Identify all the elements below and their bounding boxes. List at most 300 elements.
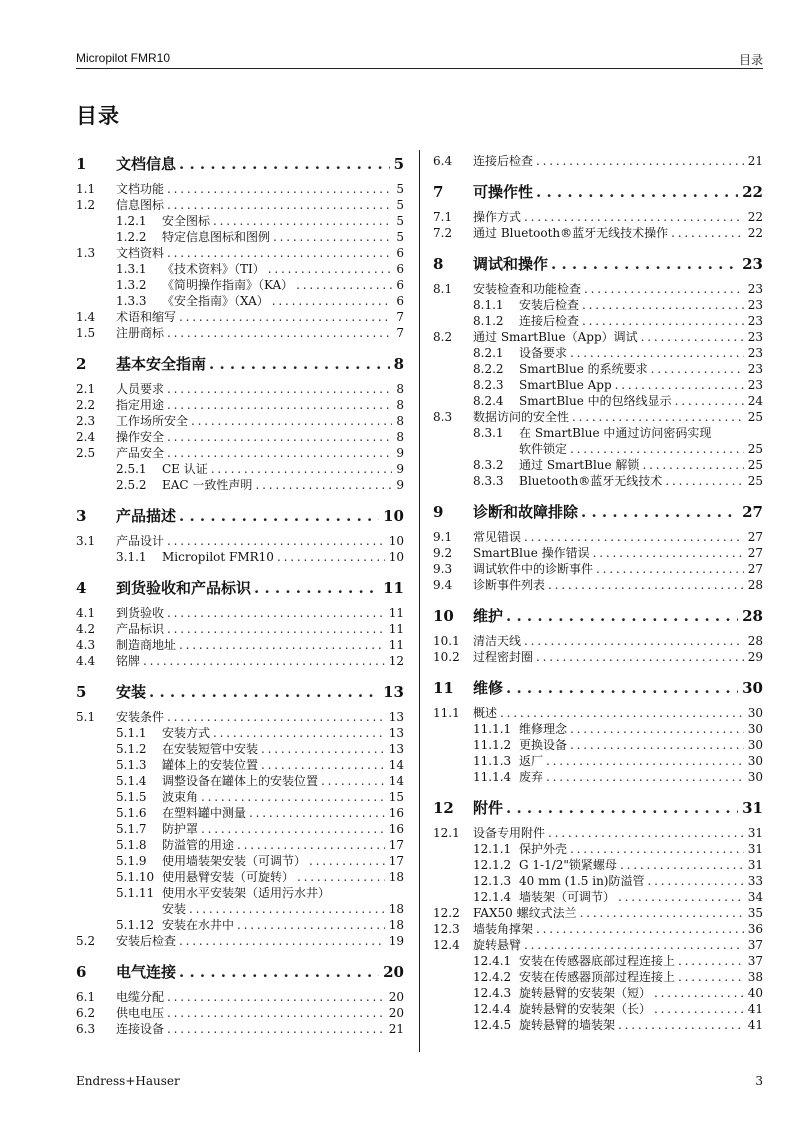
toc-entry-title: 安装在水井中 (162, 917, 237, 933)
toc-entry-number: 10 (433, 607, 454, 625)
toc-page-number: 8 (396, 382, 404, 396)
toc-page-number: 19 (388, 934, 404, 948)
toc-page-number: 29 (747, 650, 763, 664)
toc-entry-number: 5.1.2 (116, 742, 147, 756)
toc-entry-title: FAX50 螺纹式法兰 (473, 905, 580, 921)
toc-entry[interactable] (433, 545, 763, 561)
toc-page-number: 18 (388, 870, 404, 884)
toc-page-number: 8 (396, 414, 404, 428)
toc-entry[interactable] (76, 277, 404, 293)
toc-entry-title: 文档信息 (116, 153, 179, 175)
toc-dot-leader (167, 429, 392, 445)
toc-entry[interactable] (433, 377, 763, 393)
toc-entry[interactable] (76, 309, 404, 325)
toc-dot-leader (618, 1017, 744, 1033)
toc-entry-title: 防溢管的用途 (162, 837, 237, 853)
toc-entry-number: 1.4 (76, 310, 96, 324)
toc-entry[interactable] (433, 425, 763, 441)
toc-dot-leader (506, 797, 738, 819)
toc-entry[interactable] (433, 905, 763, 921)
toc-page-number: 30 (742, 679, 763, 697)
toc-dot-leader (167, 605, 385, 621)
toc-entry-title: 在塑料罐中测量 (162, 805, 249, 821)
toc-entry-number: 12.3 (433, 922, 460, 936)
toc-entry-title: 维护 (473, 605, 506, 627)
toc-chapter[interactable] (76, 505, 404, 527)
toc-entry-title: 基本安全指南 (116, 353, 209, 375)
toc-entry[interactable] (433, 409, 763, 425)
toc-dot-leader (167, 533, 385, 549)
toc-entry-title: CE 认证 (162, 461, 211, 477)
toc-chapter[interactable] (76, 681, 404, 703)
toc-entry-title: 文档功能 (116, 181, 167, 197)
toc-entry-title: 连接后检查 (519, 313, 582, 329)
toc-entry-title: 维修 (473, 677, 506, 699)
toc-entry[interactable] (76, 621, 404, 637)
toc-entry[interactable] (433, 281, 763, 297)
toc-entry-number: 12.1.4 (473, 890, 512, 904)
toc-entry[interactable] (76, 773, 404, 789)
toc-entry[interactable] (433, 1017, 763, 1033)
toc-page-number: 5 (396, 182, 404, 196)
toc-entry[interactable] (433, 705, 763, 721)
toc-page-number: 13 (383, 683, 404, 701)
toc-page-number: 30 (747, 722, 763, 736)
toc-entry-title: 防护罩 (162, 821, 201, 837)
toc-entry[interactable] (76, 325, 404, 341)
toc-entry[interactable] (433, 153, 763, 169)
toc-dot-leader (237, 837, 385, 853)
toc-page-number: 9 (396, 462, 404, 476)
toc-entry[interactable] (76, 197, 404, 213)
toc-entry-number: 5.1.6 (116, 806, 147, 820)
toc-chapter[interactable] (433, 253, 763, 275)
toc-chapter[interactable] (76, 961, 404, 983)
toc-dot-leader (500, 705, 744, 721)
toc-entry-number: 4.2 (76, 622, 96, 636)
toc-entry[interactable] (76, 261, 404, 277)
toc-entry-title: 使用水平安装架（适用污水井） (162, 885, 333, 901)
toc-entry-number: 8.2.1 (473, 346, 504, 360)
toc-entry-title: 操作安全 (116, 429, 167, 445)
toc-dot-leader (654, 1001, 744, 1017)
toc-dot-leader (321, 773, 385, 789)
toc-entry-title: 可操作性 (473, 181, 536, 203)
toc-page-number: 37 (747, 938, 763, 952)
toc-page-number: 8 (396, 398, 404, 412)
toc-page-number: 20 (388, 1006, 404, 1020)
toc-chapter[interactable] (433, 605, 763, 627)
toc-dot-leader (191, 413, 392, 429)
toc-entry-title: 通过 Bluetooth®蓝牙无线技术操作 (473, 225, 671, 241)
toc-page-number: 20 (383, 963, 404, 981)
toc-entry-title: 墙装架（可调节） (519, 889, 618, 905)
toc-entry[interactable] (433, 649, 763, 665)
toc-entry-number: 8.3.2 (473, 458, 504, 472)
toc-dot-leader (179, 153, 390, 175)
toc-entry-number: 5.1.9 (116, 854, 147, 868)
toc-entry-number: 12.1.2 (473, 858, 512, 872)
toc-page-number: 41 (747, 1002, 763, 1016)
toc-dot-leader (570, 345, 744, 361)
toc-entry-title: 指定用途 (116, 397, 167, 413)
toc-entry-title: 附件 (473, 797, 506, 819)
toc-entry[interactable] (76, 757, 404, 773)
toc-dot-leader (570, 841, 744, 857)
toc-entry-number: 5.1.3 (116, 758, 147, 772)
toc-entry-title: Micropilot FMR10 (162, 549, 277, 565)
toc-dot-leader (179, 309, 392, 325)
toc-page-number: 16 (388, 822, 404, 836)
toc-entry-title: 产品安全 (116, 445, 167, 461)
toc-entry[interactable] (76, 885, 404, 901)
toc-entry[interactable] (433, 953, 763, 969)
toc-page-number: 33 (747, 874, 763, 888)
toc-chapter[interactable] (76, 153, 404, 175)
toc-entry[interactable] (76, 445, 404, 461)
toc-page-number: 34 (747, 890, 763, 904)
toc-entry-number: 11.1.2 (473, 738, 512, 752)
toc-page-number: 30 (747, 754, 763, 768)
toc-entry[interactable] (76, 901, 404, 917)
toc-entry-title: 《安全指南》（XA） (162, 293, 272, 309)
toc-entry-number: 11.1 (433, 706, 460, 720)
toc-entry[interactable] (433, 633, 763, 649)
toc-entry[interactable] (76, 1005, 404, 1021)
toc-entry[interactable] (76, 637, 404, 653)
toc-dot-leader (167, 381, 392, 397)
toc-entry[interactable] (76, 933, 404, 949)
toc-entry-number: 12 (433, 799, 454, 817)
toc-entry[interactable] (433, 841, 763, 857)
toc-page-number: 25 (747, 442, 763, 456)
toc-dot-leader (254, 577, 379, 599)
toc-entry-number: 6.1 (76, 990, 96, 1004)
toc-entry-number: 1.3.1 (116, 262, 147, 276)
toc-entry-number: 7 (433, 183, 444, 201)
toc-page-number: 31 (742, 799, 763, 817)
toc-entry[interactable] (76, 429, 404, 445)
toc-dot-leader (536, 153, 744, 169)
toc-entry-title: 诊断事件列表 (473, 577, 548, 593)
toc-dot-leader (524, 633, 744, 649)
toc-entry[interactable] (76, 605, 404, 621)
toc-entry[interactable] (76, 789, 404, 805)
toc-page-number: 22 (747, 210, 763, 224)
toc-dot-leader (268, 261, 393, 277)
footer-page-number: 3 (755, 1074, 763, 1088)
toc-chapter[interactable] (433, 181, 763, 203)
toc-entry[interactable] (76, 381, 404, 397)
toc-entry[interactable] (433, 209, 763, 225)
toc-entry-title: 操作方式 (473, 209, 524, 225)
toc-entry[interactable] (433, 329, 763, 345)
toc-page-number: 30 (747, 770, 763, 784)
toc-entry[interactable] (433, 1001, 763, 1017)
toc-dot-leader (678, 953, 744, 969)
toc-entry[interactable] (76, 805, 404, 821)
toc-chapter[interactable] (433, 797, 763, 819)
toc-entry-title: 产品标识 (116, 621, 167, 637)
toc-entry-number: 8.1.2 (473, 314, 504, 328)
toc-dot-leader (582, 297, 744, 313)
toc-page-number: 23 (747, 282, 763, 296)
toc-page-number: 10 (388, 534, 404, 548)
toc-entry[interactable] (433, 561, 763, 577)
toc-entry[interactable] (433, 577, 763, 593)
toc-entry[interactable] (76, 1021, 404, 1037)
toc-entry[interactable] (76, 397, 404, 413)
toc-entry-number: 8.2 (433, 330, 453, 344)
toc-entry-number: 2.1 (76, 382, 96, 396)
toc-chapter[interactable] (433, 677, 763, 699)
toc-entry-number: 5.1.12 (116, 918, 155, 932)
toc-entry-number: 12.1.1 (473, 842, 512, 856)
toc-entry-title: 波束角 (162, 789, 201, 805)
toc-dot-leader (641, 329, 744, 345)
toc-dot-leader (671, 225, 744, 241)
toc-entry-title: 诊断和故障排除 (473, 501, 581, 523)
toc-entry[interactable] (76, 229, 404, 245)
toc-page-number: 17 (388, 838, 404, 852)
toc-entry[interactable] (76, 821, 404, 837)
toc-dot-leader (167, 621, 385, 637)
toc-entry-title: 概述 (473, 705, 500, 721)
toc-entry-number: 2.5.1 (116, 462, 147, 476)
toc-page-number: 5 (396, 230, 404, 244)
toc-entry[interactable] (76, 989, 404, 1005)
toc-page-number: 27 (747, 562, 763, 576)
toc-page-number: 8 (393, 355, 404, 373)
toc-dot-leader (167, 181, 392, 197)
toc-entry[interactable] (433, 225, 763, 241)
toc-entry-title: 安装在传感器顶部过程连接上 (519, 969, 678, 985)
toc-page-number: 24 (747, 394, 763, 408)
toc-page-number: 27 (742, 503, 763, 521)
toc-left-column (76, 153, 404, 1037)
toc-entry-number: 11.1.4 (473, 770, 512, 784)
toc-page-number: 35 (747, 906, 763, 920)
toc-dot-leader (261, 757, 385, 773)
toc-entry[interactable] (433, 985, 763, 1001)
toc-entry-title: 通过 SmartBlue（App）调试 (473, 329, 641, 345)
toc-dot-leader (524, 937, 744, 953)
toc-page-number: 21 (747, 154, 763, 168)
toc-page-number: 9 (396, 478, 404, 492)
toc-entry[interactable] (433, 441, 763, 457)
toc-page-number: 18 (388, 918, 404, 932)
toc-entry[interactable] (76, 653, 404, 669)
toc-dot-leader (213, 213, 392, 229)
toc-entry-title: SmartBlue 操作错误 (473, 545, 593, 561)
toc-entry[interactable] (433, 457, 763, 473)
toc-page-number: 13 (388, 742, 404, 756)
toc-page-number: 23 (747, 362, 763, 376)
toc-dot-leader (167, 197, 392, 213)
toc-entry[interactable] (76, 917, 404, 933)
toc-entry-number: 4 (76, 579, 87, 597)
toc-entry[interactable] (433, 393, 763, 409)
toc-page-number: 10 (388, 550, 404, 564)
toc-entry-title: G 1-1/2"锁紧螺母 (519, 857, 620, 873)
toc-page-number: 11 (388, 638, 404, 652)
toc-entry-number: 8.2.3 (473, 378, 504, 392)
toc-entry-title: 使用悬臂安装（可旋转） (162, 869, 297, 885)
toc-dot-leader (548, 825, 744, 841)
toc-entry-title: 安装在传感器底部过程连接上 (519, 953, 678, 969)
toc-entry-title: 《技术资料》（TI） (162, 261, 268, 277)
toc-dot-leader (201, 821, 385, 837)
toc-page-number: 13 (388, 726, 404, 740)
toc-entry-title: 40 mm (1.5 in)防溢管 (519, 873, 648, 889)
toc-entry-title: 安装 (162, 901, 189, 917)
toc-entry[interactable] (433, 937, 763, 953)
toc-dot-leader (570, 721, 744, 737)
toc-page-number: 28 (747, 578, 763, 592)
toc-entry-title: 调试软件中的诊断事件 (473, 561, 596, 577)
header-product-name: Micropilot FMR10 (76, 51, 171, 65)
toc-entry-number: 3.1 (76, 534, 96, 548)
toc-entry[interactable] (76, 741, 404, 757)
toc-page-number: 16 (388, 806, 404, 820)
toc-entry-number: 12.4.2 (473, 970, 512, 984)
toc-entry-title: 到货验收 (116, 605, 167, 621)
toc-entry[interactable] (76, 413, 404, 429)
toc-entry-title: 安装条件 (116, 709, 167, 725)
toc-dot-leader (654, 985, 744, 1001)
toc-dot-leader (167, 989, 385, 1005)
toc-entry[interactable] (433, 969, 763, 985)
page-header (76, 48, 763, 69)
toc-entry-number: 5.1.11 (116, 886, 155, 900)
toc-entry-number: 5.1.10 (116, 870, 155, 884)
toc-page-number: 27 (747, 530, 763, 544)
toc-entry-title: 废弃 (519, 769, 546, 785)
toc-entry[interactable] (433, 721, 763, 737)
toc-entry[interactable] (433, 529, 763, 545)
toc-page-number: 17 (388, 854, 404, 868)
toc-entry-title: 安装检查和功能检查 (473, 281, 584, 297)
toc-chapter[interactable] (433, 501, 763, 523)
toc-page-number: 11 (388, 606, 404, 620)
toc-entry[interactable] (76, 461, 404, 477)
toc-entry-title: 《简明操作指南》（KA） (162, 277, 296, 293)
toc-page-number: 18 (388, 902, 404, 916)
toc-dot-leader (615, 377, 744, 393)
toc-entry-number: 3.1.1 (116, 550, 147, 564)
toc-page-number: 9 (396, 446, 404, 460)
toc-entry[interactable] (76, 869, 404, 885)
toc-entry-number: 4.1 (76, 606, 96, 620)
toc-entry-number: 11.1.3 (473, 754, 512, 768)
toc-entry-title: 软件锁定 (519, 441, 570, 457)
toc-entry[interactable] (433, 873, 763, 889)
toc-entry-title: 电缆分配 (116, 989, 167, 1005)
toc-page-number: 27 (747, 546, 763, 560)
toc-dot-leader (167, 1021, 385, 1037)
toc-entry[interactable] (433, 737, 763, 753)
toc-entry[interactable] (433, 889, 763, 905)
toc-entry[interactable] (76, 837, 404, 853)
toc-entry[interactable] (433, 361, 763, 377)
toc-entry-number: 10.2 (433, 650, 460, 664)
toc-dot-leader (580, 905, 744, 921)
toc-dot-leader (596, 561, 744, 577)
toc-entry-title: 设备专用附件 (473, 825, 548, 841)
footer-company: Endress+Hauser (76, 1074, 180, 1088)
toc-entry[interactable] (433, 769, 763, 785)
toc-entry-title: 更换设备 (519, 737, 570, 753)
toc-entry-number: 7.2 (433, 226, 453, 240)
toc-dot-leader (167, 709, 385, 725)
toc-entry[interactable] (433, 473, 763, 489)
toc-entry[interactable] (433, 921, 763, 937)
toc-entry[interactable] (76, 181, 404, 197)
toc-entry[interactable] (76, 293, 404, 309)
toc-entry-title: SmartBlue 的系统要求 (519, 361, 651, 377)
toc-dot-leader (237, 917, 385, 933)
toc-dot-leader (201, 789, 385, 805)
toc-page-number: 8 (396, 430, 404, 444)
toc-chapter[interactable] (76, 353, 404, 375)
toc-page-number: 10 (383, 507, 404, 525)
toc-entry[interactable] (76, 245, 404, 261)
toc-entry[interactable] (433, 313, 763, 329)
toc-entry-number: 1.5 (76, 326, 96, 340)
toc-entry[interactable] (76, 533, 404, 549)
toc-page-number: 6 (396, 262, 404, 276)
toc-entry-number: 8 (433, 255, 444, 273)
toc-dot-leader (536, 649, 744, 665)
toc-entry-title: 安装方式 (162, 725, 213, 741)
toc-entry-title: 调整设备在罐体上的安装位置 (162, 773, 321, 789)
toc-dot-leader (581, 501, 738, 523)
toc-entry[interactable] (433, 345, 763, 361)
toc-entry[interactable] (433, 297, 763, 313)
toc-entry-number: 1 (76, 155, 87, 173)
toc-entry[interactable] (76, 549, 404, 565)
toc-entry-number: 1.1 (76, 182, 96, 196)
toc-dot-leader (297, 869, 385, 885)
toc-entry[interactable] (76, 709, 404, 725)
toc-dot-leader (570, 441, 744, 457)
toc-page-number: 41 (747, 1018, 763, 1032)
toc-entry-number: 12.1.3 (473, 874, 512, 888)
toc-chapter[interactable] (76, 577, 404, 599)
toc-dot-leader (675, 393, 744, 409)
toc-dot-leader (506, 677, 738, 699)
toc-dot-leader (665, 473, 743, 489)
toc-entry-number: 2.2 (76, 398, 96, 412)
toc-entry[interactable] (76, 477, 404, 493)
toc-entry-number: 6.2 (76, 1006, 96, 1020)
toc-dot-leader (149, 681, 379, 703)
toc-dot-leader (648, 873, 744, 889)
toc-entry-title: 注册商标 (116, 325, 167, 341)
toc-entry[interactable] (76, 725, 404, 741)
toc-entry[interactable] (76, 213, 404, 229)
toc-dot-leader (167, 445, 392, 461)
toc-dot-leader (593, 545, 744, 561)
toc-entry[interactable] (76, 853, 404, 869)
toc-entry-title: 安装 (116, 681, 149, 703)
toc-entry-number: 2.3 (76, 414, 96, 428)
toc-entry[interactable] (433, 753, 763, 769)
toc-entry[interactable] (433, 825, 763, 841)
toc-entry[interactable] (433, 857, 763, 873)
toc-page-number: 23 (747, 330, 763, 344)
toc-entry-title: 罐体上的安装位置 (162, 757, 261, 773)
